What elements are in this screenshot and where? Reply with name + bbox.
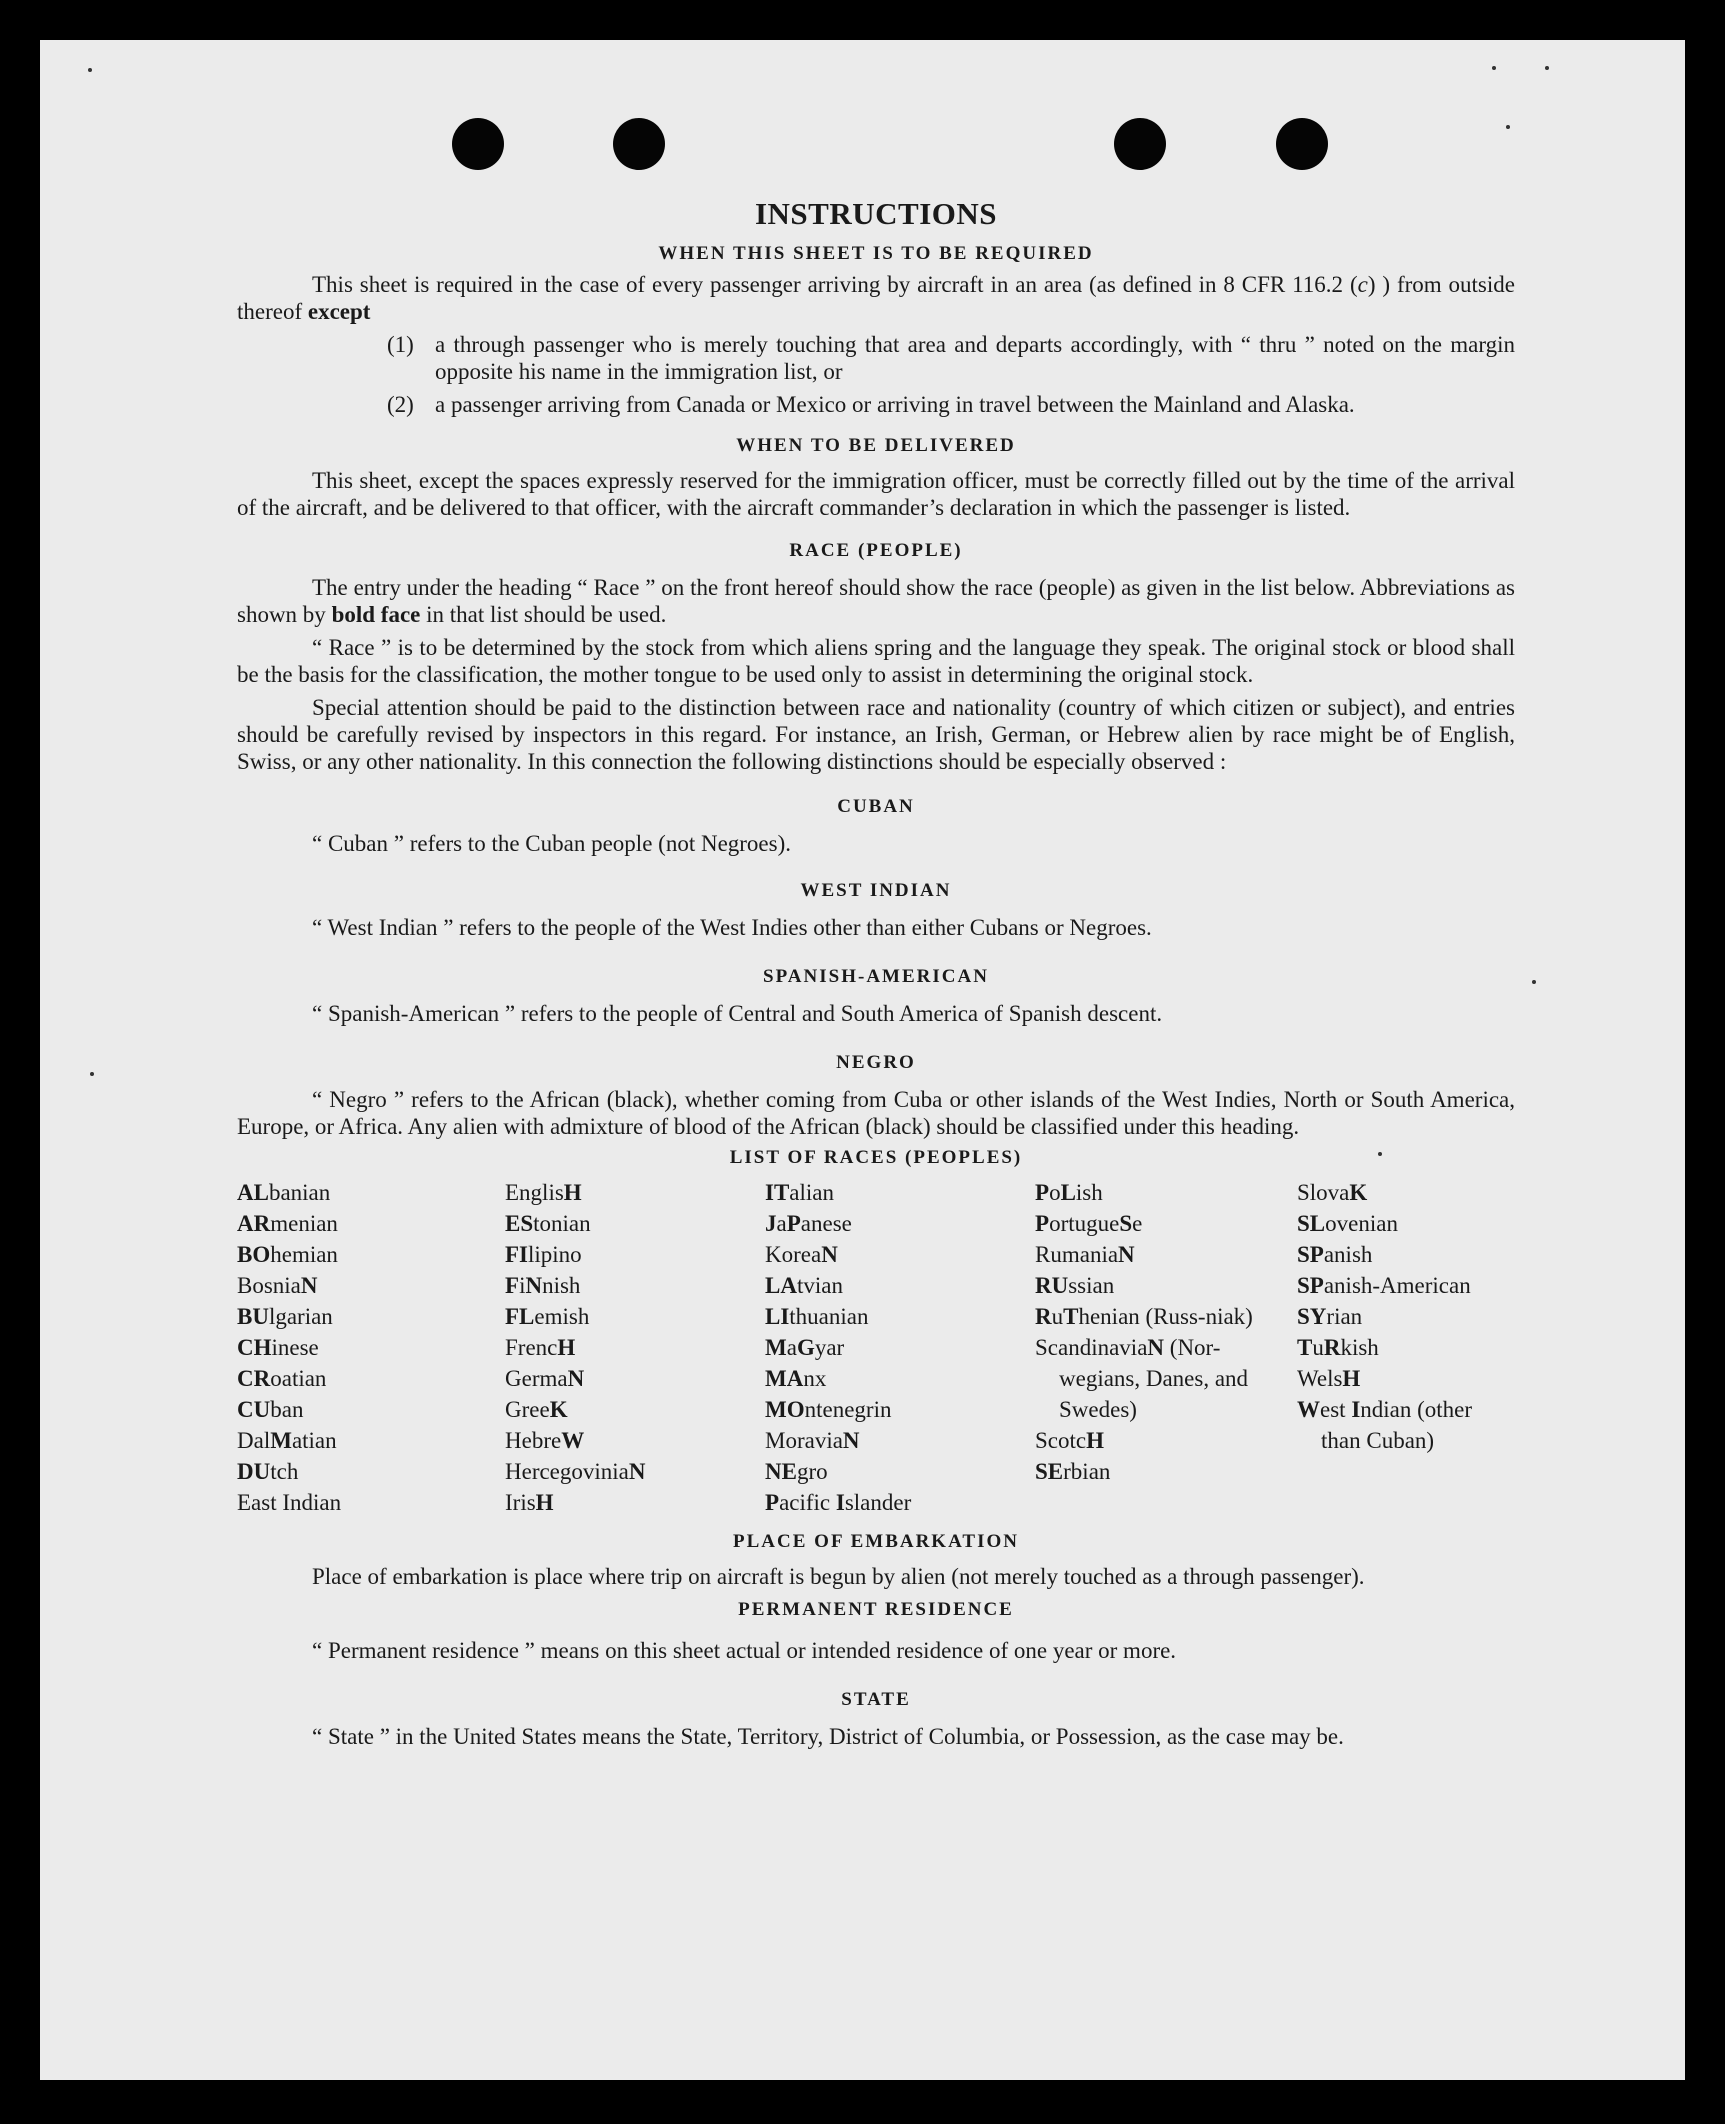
race-entry: EnglisH <box>505 1180 582 1205</box>
race-entry: RuThenian (Russ-niak) <box>1035 1304 1253 1329</box>
speck <box>90 1072 94 1076</box>
heading-delivered: WHEN TO BE DELIVERED <box>736 435 1016 456</box>
race-entry: ScandinaviaN (Nor-wegians, Danes, and Swedes) <box>1035 1335 1249 1422</box>
race-entry: RumaniaN <box>1035 1242 1135 1267</box>
race-entry: BUlgarian <box>237 1304 333 1329</box>
race-entry: TuRkish <box>1297 1335 1379 1360</box>
races-column <box>237 1177 505 1518</box>
west-indian-text: “ West Indian ” refers to the people of the West Indies other than either Cubans or Negroes. <box>312 915 1152 940</box>
race-entry: WelsH <box>1297 1366 1361 1391</box>
race-entry: BosniaN <box>237 1273 318 1298</box>
race-entry: GermaN <box>505 1366 585 1391</box>
cuban-text: “ Cuban ” refers to the Cuban people (not Negroes). <box>312 831 792 856</box>
heading-state: STATE <box>841 1689 911 1710</box>
race-entry: MaGyar <box>765 1335 845 1360</box>
race-entry: DalMatian <box>237 1428 337 1453</box>
race-entry: Pacific Islander <box>765 1490 912 1515</box>
race-entry: FrencH <box>505 1335 576 1360</box>
race-entry: ITalian <box>765 1180 834 1205</box>
heading-race: RACE (PEOPLE) <box>789 540 963 561</box>
race-entry: DUtch <box>237 1459 299 1484</box>
races-column <box>765 1177 1035 1518</box>
race-paragraph-2: “ Race ” is to be determined by the stock from which aliens spring and the language they speak. The original stock or blood shall be the basis for the classification, the mother tongue to be used only to assist in determining the original stock. <box>237 635 1515 687</box>
punch-hole <box>1114 118 1166 170</box>
punch-hole <box>613 118 665 170</box>
race-entry: MOntenegrin <box>765 1397 892 1422</box>
race-paragraph-3: Special attention should be paid to the distinction between race and nationality (country of which citizen or subject), and entries should be carefully revised by inspectors in this regard. For instance, an Irish, German, or Hebrew alien by race might be of English, Swiss, or any other nationality. In this connection the following distinctions should be especially observed : <box>237 695 1515 774</box>
race-entry: GreeK <box>505 1397 568 1422</box>
race-entry: KoreaN <box>765 1242 838 1267</box>
race-entry: SLovenian <box>1297 1211 1398 1236</box>
race-entry: FLemish <box>505 1304 590 1329</box>
race-entry: EStonian <box>505 1211 591 1236</box>
residence-text: “ Permanent residence ” means on this sheet actual or intended residence of one year or more. <box>312 1638 1177 1663</box>
race-entry: LIthuanian <box>765 1304 869 1329</box>
race-entry: SPanish <box>1297 1242 1373 1267</box>
race-entry: NEgro <box>765 1459 828 1484</box>
race-entry: ALbanian <box>237 1180 331 1205</box>
race-entry: HercegoviniaN <box>505 1459 646 1484</box>
instructions-content <box>237 195 1515 1750</box>
race-entry: SYrian <box>1297 1304 1363 1329</box>
race-entry: CRoatian <box>237 1366 327 1391</box>
race-entry: SPanish-American <box>1297 1273 1471 1298</box>
race-entry: FIlipino <box>505 1242 582 1267</box>
negro-text: “ Negro ” refers to the African (black), whether coming from Cuba or other islands of the West Indies, North or South America, Europe, or Africa. Any alien with admixture of blood of the African (black) should be classified under this heading. <box>237 1087 1515 1139</box>
speck <box>1506 125 1510 129</box>
heading-embarkation: PLACE OF EMBARKATION <box>733 1531 1019 1552</box>
race-entry: FiNnish <box>505 1273 581 1298</box>
exception-item-2: (2) a passenger arriving from Canada or Mexico or arriving in travel between the Mainland and Alaska. <box>387 392 1355 417</box>
race-entry: RUssian <box>1035 1273 1115 1298</box>
race-entry: MoraviaN <box>765 1428 860 1453</box>
races-column <box>505 1177 765 1518</box>
race-entry: HebreW <box>505 1428 585 1453</box>
race-entry: East Indian <box>237 1490 342 1515</box>
race-entry: MAnx <box>765 1366 827 1391</box>
required-intro: This sheet is required in the case of every passenger arriving by aircraft in an area (as defined in 8 CFR 116.2 (c) ) from outside thereof except <box>237 272 1515 324</box>
delivered-text: This sheet, except the spaces expressly reserved for the immigration officer, must be correctly filled out by the time of the arrival of the aircraft, and be delivered to that officer, with the aircraft commander’s declaration in which the passenger is listed. <box>237 468 1515 520</box>
page-title: INSTRUCTIONS <box>754 196 997 231</box>
race-entry: PortugueSe <box>1035 1211 1143 1236</box>
races-column <box>1297 1177 1515 1518</box>
race-paragraph-1: The entry under the heading “ Race ” on the front hereof should show the race (people) as given in the list below. Abbreviations as shown by bold face in that list should be used. <box>237 575 1515 627</box>
speck <box>88 68 92 72</box>
heading-list-of-races: LIST OF RACES (PEOPLES) <box>729 1147 1023 1168</box>
heading-west-indian: WEST INDIAN <box>800 880 952 901</box>
embarkation-text: Place of embarkation is place where trip on aircraft is begun by alien (not merely touched as a through passenger). <box>312 1564 1365 1589</box>
race-entry: SlovaK <box>1297 1180 1368 1205</box>
races-column <box>1035 1177 1297 1518</box>
speck <box>1492 66 1496 70</box>
race-entry: PoLish <box>1035 1180 1103 1205</box>
speck <box>1532 980 1536 984</box>
race-entry: CUban <box>237 1397 304 1422</box>
document-sheet <box>40 40 1685 2080</box>
punch-hole <box>1276 118 1328 170</box>
race-entry: CHinese <box>237 1335 319 1360</box>
punch-hole <box>452 118 504 170</box>
state-text: “ State ” in the United States means the State, Territory, District of Columbia, or Possession, as the case may be. <box>312 1724 1344 1749</box>
race-entry: ARmenian <box>237 1211 338 1236</box>
spanish-american-text: “ Spanish-American ” refers to the people of Central and South America of Spanish descent. <box>312 1001 1163 1026</box>
heading-cuban: CUBAN <box>837 796 915 817</box>
heading-negro: NEGRO <box>836 1052 916 1073</box>
race-entry: ScotcH <box>1035 1428 1104 1453</box>
race-entry: LAtvian <box>765 1273 843 1298</box>
race-entry: BOhemian <box>237 1242 338 1267</box>
race-entry: SErbian <box>1035 1459 1111 1484</box>
heading-required: WHEN THIS SHEET IS TO BE REQUIRED <box>658 243 1094 264</box>
heading-spanish-american: SPANISH-AMERICAN <box>763 966 989 987</box>
race-entry: IrisH <box>505 1490 554 1515</box>
race-entry: JaPanese <box>765 1211 852 1236</box>
race-entry: West Indian (other than Cuban) <box>1297 1397 1473 1453</box>
exception-item-1: (1) a through passenger who is merely touching that area and departs accordingly, with “ thru ” noted on the margin opposite his name in the immigration list, or <box>387 332 1515 384</box>
speck <box>1545 66 1549 70</box>
heading-permanent-residence: PERMANENT RESIDENCE <box>738 1599 1014 1620</box>
races-list <box>237 1177 1515 1518</box>
